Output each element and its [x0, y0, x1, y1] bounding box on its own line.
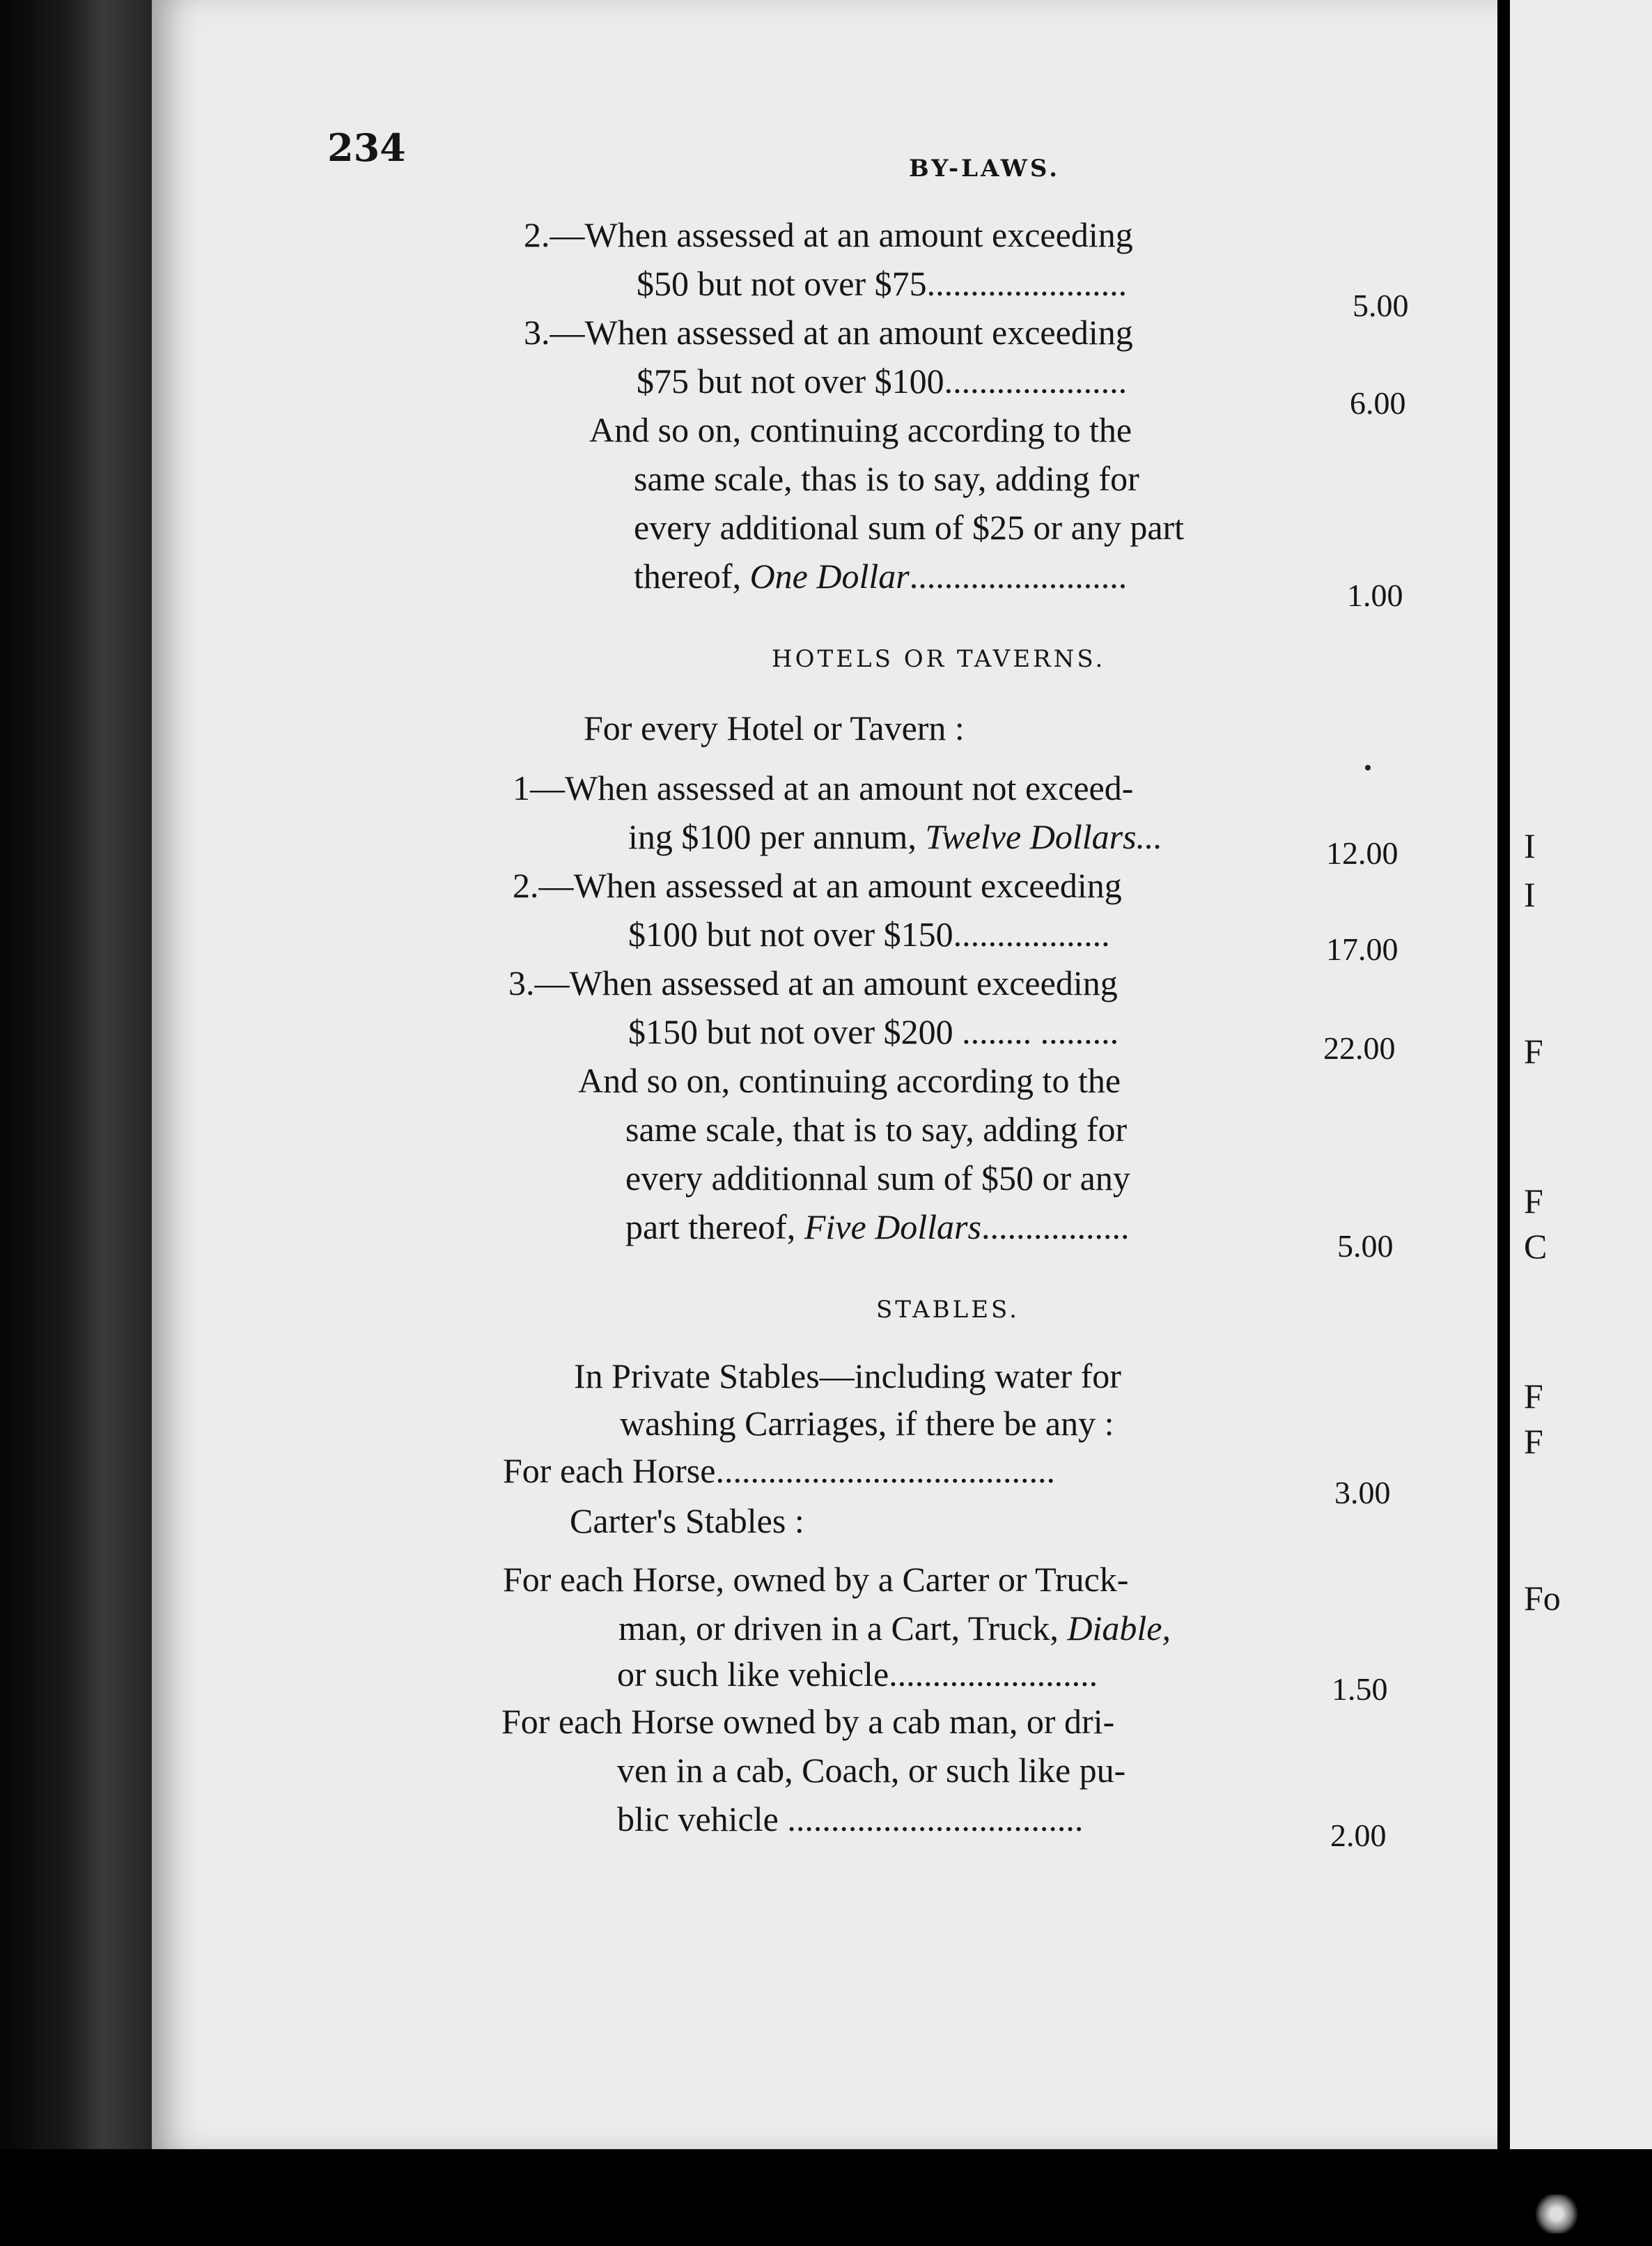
page-number: 234 [327, 125, 406, 170]
text-line: For each Horse owned by a cab man, or dri- [501, 1702, 1115, 1741]
text-line: 2.—When assessed at an amount exceeding [513, 866, 1122, 905]
line-text: man, or driven in a Cart, Truck, [618, 1609, 1059, 1648]
text-line: same scale, thas is to say, adding for [634, 459, 1139, 498]
text-line: And so on, continuing according to the [589, 410, 1132, 449]
running-head: BY-LAWS. [909, 155, 1061, 183]
text-line: For each Horse....................................... [503, 1451, 1055, 1490]
text-line: 2.—When assessed at an amount exceeding [524, 215, 1133, 254]
text-line: every additional sum of $25 or any part [634, 508, 1185, 547]
text-line: For every Hotel or Tavern : [584, 708, 965, 748]
italic-text: Five Dollars [804, 1207, 981, 1246]
text-line: or such like vehicle........................ [617, 1655, 1098, 1694]
text-line: ven in a cab, Coach, or such like pu- [617, 1751, 1126, 1790]
text-line: washing Carriages, if there be any : [620, 1404, 1114, 1443]
fee-amount: 1.00 [1347, 578, 1403, 613]
facing-page-edge [1510, 0, 1652, 2208]
text-line: 3.—When assessed at an amount exceeding [508, 963, 1118, 1002]
text-line: $50 but not over $75....................... [637, 264, 1128, 303]
line-text: part thereof, [625, 1207, 796, 1246]
line-text: thereof, [634, 557, 742, 596]
text-line: And so on, continuing according to the [578, 1061, 1121, 1100]
ink-speck [1365, 765, 1371, 770]
fee-amount: 17.00 [1326, 931, 1398, 967]
facing-letter: F [1524, 1182, 1543, 1221]
scan-smudge [1532, 2194, 1581, 2233]
facing-letter: C [1524, 1227, 1548, 1266]
facing-letter: I [1524, 875, 1536, 914]
facing-letter: Fo [1524, 1579, 1561, 1618]
italic-text: Diable, [1067, 1609, 1171, 1648]
text-line [628, 819, 1162, 854]
fee-amount: 12.00 [1326, 835, 1398, 871]
text-line: For each Horse, owned by a Carter or Truck- [503, 1560, 1129, 1599]
text-line: 1—When assessed at an amount not exceed- [513, 768, 1134, 807]
facing-letter: I [1524, 826, 1536, 865]
section-heading: STABLES. [876, 1296, 1020, 1324]
text-line: $75 but not over $100..................... [637, 362, 1128, 401]
fee-amount: 2.00 [1330, 1818, 1387, 1853]
text-line: every additionnal sum of $50 or any [625, 1159, 1130, 1198]
text-line: $150 but not over $200 ........ ......... [628, 1012, 1119, 1051]
fee-amount: 3.00 [1334, 1475, 1391, 1510]
text-line: blic vehicle .................................. [617, 1799, 1084, 1838]
fee-amount: 22.00 [1323, 1030, 1396, 1066]
line-text: ing $100 per annum, [628, 817, 917, 856]
italic-text: One Dollar [749, 557, 910, 596]
leader-dots: ......................... [909, 557, 1128, 596]
section-heading: HOTELS OR TAVERNS. [772, 645, 1106, 673]
italic-text: Twelve Dollars... [925, 817, 1163, 856]
facing-letter: F [1524, 1422, 1543, 1461]
text-line: Carter's Stables : [570, 1501, 804, 1540]
scan-bottom-border [0, 2149, 1652, 2246]
text-line: $100 but not over $150.................. [628, 915, 1110, 954]
text-line: In Private Stables—including water for [574, 1356, 1121, 1395]
text-line: 3.—When assessed at an amount exceeding [524, 313, 1133, 352]
facing-letter: F [1524, 1032, 1543, 1071]
text-line [618, 1609, 1171, 1648]
facing-letter: F [1524, 1377, 1543, 1416]
text-line [625, 1209, 1129, 1244]
fee-amount: 1.50 [1332, 1671, 1388, 1707]
text-line [634, 559, 1127, 594]
text-line: same scale, that is to say, adding for [625, 1110, 1128, 1149]
fee-amount: 6.00 [1350, 385, 1406, 421]
fee-amount: 5.00 [1337, 1228, 1394, 1264]
fee-amount: 5.00 [1353, 288, 1409, 323]
leader-dots: ................. [981, 1207, 1130, 1246]
